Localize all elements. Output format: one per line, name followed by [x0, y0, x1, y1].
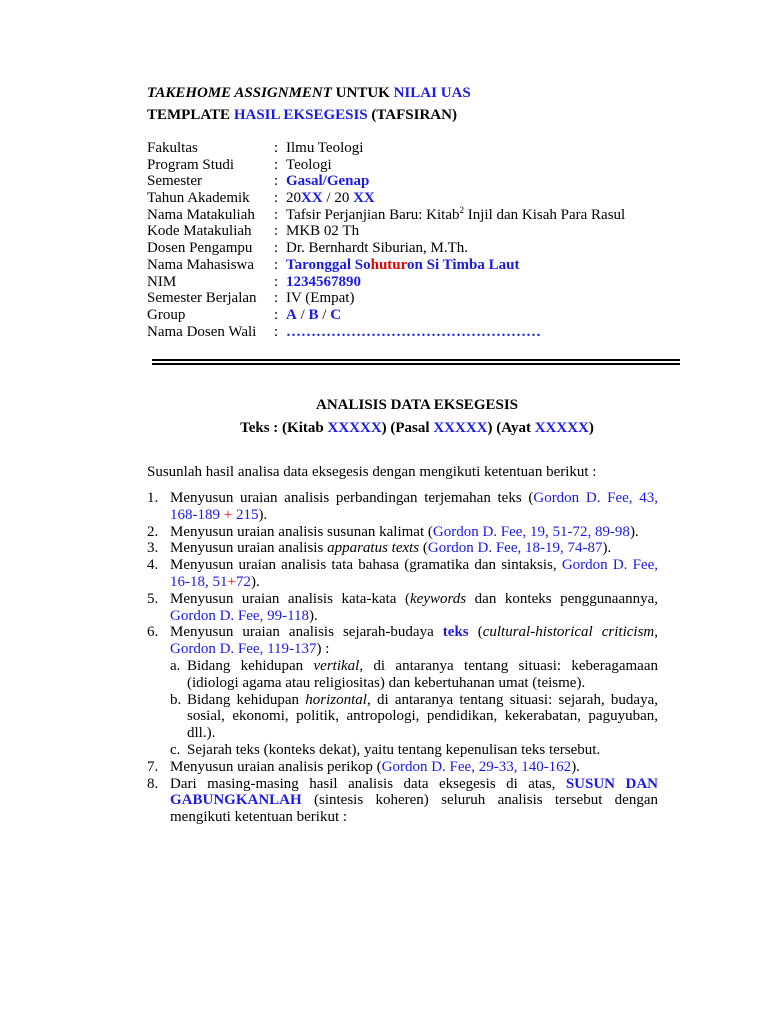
item-text: Sejarah teks (konteks dekat), yaitu tentang kepenulisan teks tersebut.	[187, 741, 601, 758]
sub-list-letter: b.	[170, 691, 182, 708]
info-colon: :	[274, 256, 279, 273]
item-plus: +	[227, 573, 236, 590]
item-text: ).	[571, 758, 580, 775]
info-value: Ilmu Teologi	[286, 140, 364, 156]
list-number: 6.	[147, 624, 159, 641]
item-text: Menyusun uraian analisis perikop (	[170, 758, 382, 775]
template-title	[147, 107, 457, 124]
sub-list	[170, 658, 658, 759]
teks-part: )	[588, 420, 594, 436]
teks-part: ) (Pasal	[381, 420, 434, 436]
item-reference: Gordon D. Fee, 19, 51-72, 89-98	[432, 523, 630, 540]
instruction-list	[147, 490, 658, 826]
info-colon: :	[274, 206, 279, 223]
info-value: Teologi	[286, 156, 332, 173]
list-number: 4.	[147, 557, 159, 574]
assignment-title-blue: NILAI UAS	[393, 85, 471, 101]
info-colon: :	[274, 323, 279, 340]
item-reference: 215	[235, 506, 259, 523]
teks-placeholder: XXXXX	[534, 420, 589, 436]
item-reference: Gordon D. Fee, 119-137	[170, 641, 317, 658]
info-colon: :	[274, 306, 279, 323]
item-text: Menyusun uraian analisis perbandingan terjemahan teks (	[170, 490, 534, 506]
sub-list-item	[170, 658, 658, 692]
group-option: C	[330, 306, 342, 323]
assignment-title-italic: TAKEHOME ASSIGNMENT	[147, 85, 332, 101]
mhs-part-red: hutur	[370, 256, 408, 273]
list-item	[147, 540, 658, 557]
info-colon: :	[274, 223, 279, 240]
item-text: ,	[654, 624, 658, 641]
info-label: Semester	[147, 173, 202, 190]
divider-line	[152, 363, 680, 365]
info-label: Semester Berjalan	[147, 290, 257, 307]
info-label: Fakultas	[147, 140, 198, 156]
list-number: 8.	[147, 775, 159, 792]
item-text: Bidang kehidupan	[187, 657, 314, 674]
item-text: (sintesis koheren) seluruh analisis tersebut dengan mengikuti ketentuan berikut :	[170, 792, 658, 826]
item-text: ) :	[316, 641, 330, 658]
info-value: ……………………………………………	[286, 323, 541, 340]
group-separator: /	[296, 306, 309, 323]
item-text: Menyusun uraian analisis susunan kalimat (	[170, 523, 433, 540]
tahun-placeholder: XX	[353, 190, 375, 207]
info-label: Kode Matakuliah	[147, 223, 252, 240]
matkul-part: Tafsir Perjanjian Baru: Kitab	[286, 206, 460, 223]
list-item	[147, 524, 658, 541]
list-number: 1.	[147, 490, 159, 506]
info-label: Group	[147, 306, 186, 323]
info-colon: :	[274, 140, 279, 156]
item-bold: teks	[442, 624, 469, 641]
sub-list-item	[170, 742, 658, 759]
list-item	[147, 624, 658, 758]
info-value	[286, 307, 341, 324]
item-text: , di antaranya tentang situasi: sejarah, budaya, sosial, ekonomi, politik, antropologi, pendidikan, kekerabatan, paguyuban, dll.).	[187, 691, 658, 742]
info-colon: :	[274, 290, 279, 307]
template-title-blue: HASIL EKSEGESIS	[233, 107, 368, 123]
item-text: ).	[250, 573, 260, 590]
mhs-part: on Si Timba Laut	[407, 256, 520, 273]
item-text: (	[419, 540, 428, 557]
template-title-a: TEMPLATE	[147, 107, 234, 123]
teks-reference	[147, 420, 687, 437]
info-colon: :	[274, 273, 279, 290]
group-separator: /	[318, 306, 331, 323]
assignment-title-mid: UNTUK	[331, 85, 394, 101]
info-value	[286, 190, 375, 207]
tahun-part: 20	[286, 190, 301, 207]
item-plus: +	[220, 506, 236, 523]
mhs-part: Taronggal So	[286, 256, 371, 273]
item-text: Menyusun uraian analisis tata bahasa (gramatika dan sintaksis,	[170, 557, 562, 574]
info-colon: :	[274, 190, 279, 207]
info-value: Gasal/Genap	[286, 173, 370, 190]
info-value: IV (Empat)	[286, 290, 355, 307]
item-text: Menyusun uraian analisis	[170, 540, 328, 557]
info-label: Program Studi	[147, 156, 235, 173]
item-italic: apparatus texts	[327, 540, 420, 557]
divider-line	[152, 359, 680, 361]
info-colon: :	[274, 173, 279, 190]
sub-list-letter: a.	[170, 657, 181, 674]
item-italic: cultural-historical criticism	[482, 624, 655, 641]
item-reference: Gordon D. Fee, 16-18, 51	[170, 557, 659, 590]
list-number: 2.	[147, 523, 159, 540]
item-text: dan konteks penggunaannya,	[466, 590, 659, 607]
sub-list-item	[170, 692, 658, 742]
list-item	[147, 490, 658, 524]
info-colon: :	[274, 156, 279, 173]
matkul-superscript: 2	[459, 204, 464, 215]
item-text: Dari masing-masing hasil analisis data eksegesis di atas,	[170, 775, 566, 792]
item-reference: Gordon D. Fee, 18-19, 74-87	[427, 540, 603, 557]
tahun-placeholder: XX	[301, 190, 323, 207]
info-value	[286, 257, 519, 274]
item-reference: Gordon D. Fee, 43, 168-189	[170, 490, 658, 523]
list-item	[147, 557, 658, 591]
item-text: ).	[602, 540, 612, 557]
list-item	[147, 759, 658, 776]
teks-placeholder: XXXXX	[433, 420, 488, 436]
item-text: , di antaranya tentang situasi: keberagamaan (idiologi agama atau religiositas) dan kebertuhanan umat (teisme).	[187, 657, 658, 691]
list-item	[147, 591, 658, 625]
list-number: 3.	[147, 540, 159, 557]
tahun-part: / 20	[322, 190, 354, 207]
info-label: Nama Mahasiswa	[147, 256, 255, 273]
group-option: B	[308, 306, 319, 323]
list-number: 7.	[147, 758, 159, 775]
item-text: Menyusun uraian analisis sejarah-budaya	[170, 624, 443, 641]
item-text: ).	[629, 523, 639, 540]
matkul-part: Injil dan Kisah Para Rasul	[463, 206, 626, 223]
item-text: Menyusun uraian analisis kata-kata (	[170, 590, 411, 607]
info-value	[286, 204, 626, 224]
info-value: Dr. Bernhardt Siburian, M.Th.	[286, 240, 469, 257]
template-title-c: (TAFSIRAN)	[367, 107, 457, 123]
teks-part: Teks : (Kitab	[240, 420, 328, 436]
section-title: ANALISIS DATA EKSEGESIS	[315, 397, 519, 413]
info-value: 1234567890	[286, 273, 361, 290]
info-label: NIM	[147, 273, 177, 290]
item-text: ).	[309, 607, 318, 624]
item-italic: vertikal	[313, 657, 360, 674]
item-reference: Gordon D. Fee, 99-118	[170, 607, 310, 624]
item-text: Bidang kehidupan	[187, 691, 306, 708]
info-label: Nama Dosen Wali	[147, 323, 257, 340]
list-item	[147, 776, 658, 826]
teks-part: ) (Ayat	[487, 420, 535, 436]
teks-placeholder: XXXXX	[327, 420, 382, 436]
item-italic: horizontal	[305, 691, 367, 708]
group-option: A	[286, 306, 297, 323]
item-reference: 72	[235, 573, 251, 590]
item-italic: keywords	[410, 590, 467, 607]
info-label: Nama Matakuliah	[147, 206, 255, 223]
item-bold: SUSUN DAN GABUNGKANLAH	[170, 775, 658, 809]
info-label: Tahun Akademik	[147, 190, 250, 207]
item-text: ).	[258, 506, 268, 523]
assignment-title	[147, 85, 471, 102]
sub-list-letter: c.	[170, 741, 181, 758]
item-text: (	[468, 624, 483, 641]
intro-text: Susunlah hasil analisa data eksegesis dengan mengikuti ketentuan berikut :	[147, 464, 597, 480]
list-number: 5.	[147, 590, 159, 607]
info-label: Dosen Pengampu	[147, 240, 253, 257]
item-reference: Gordon D. Fee, 29-33, 140-162	[381, 758, 572, 775]
info-value: MKB 02 Th	[286, 223, 360, 240]
info-colon: :	[274, 240, 279, 257]
